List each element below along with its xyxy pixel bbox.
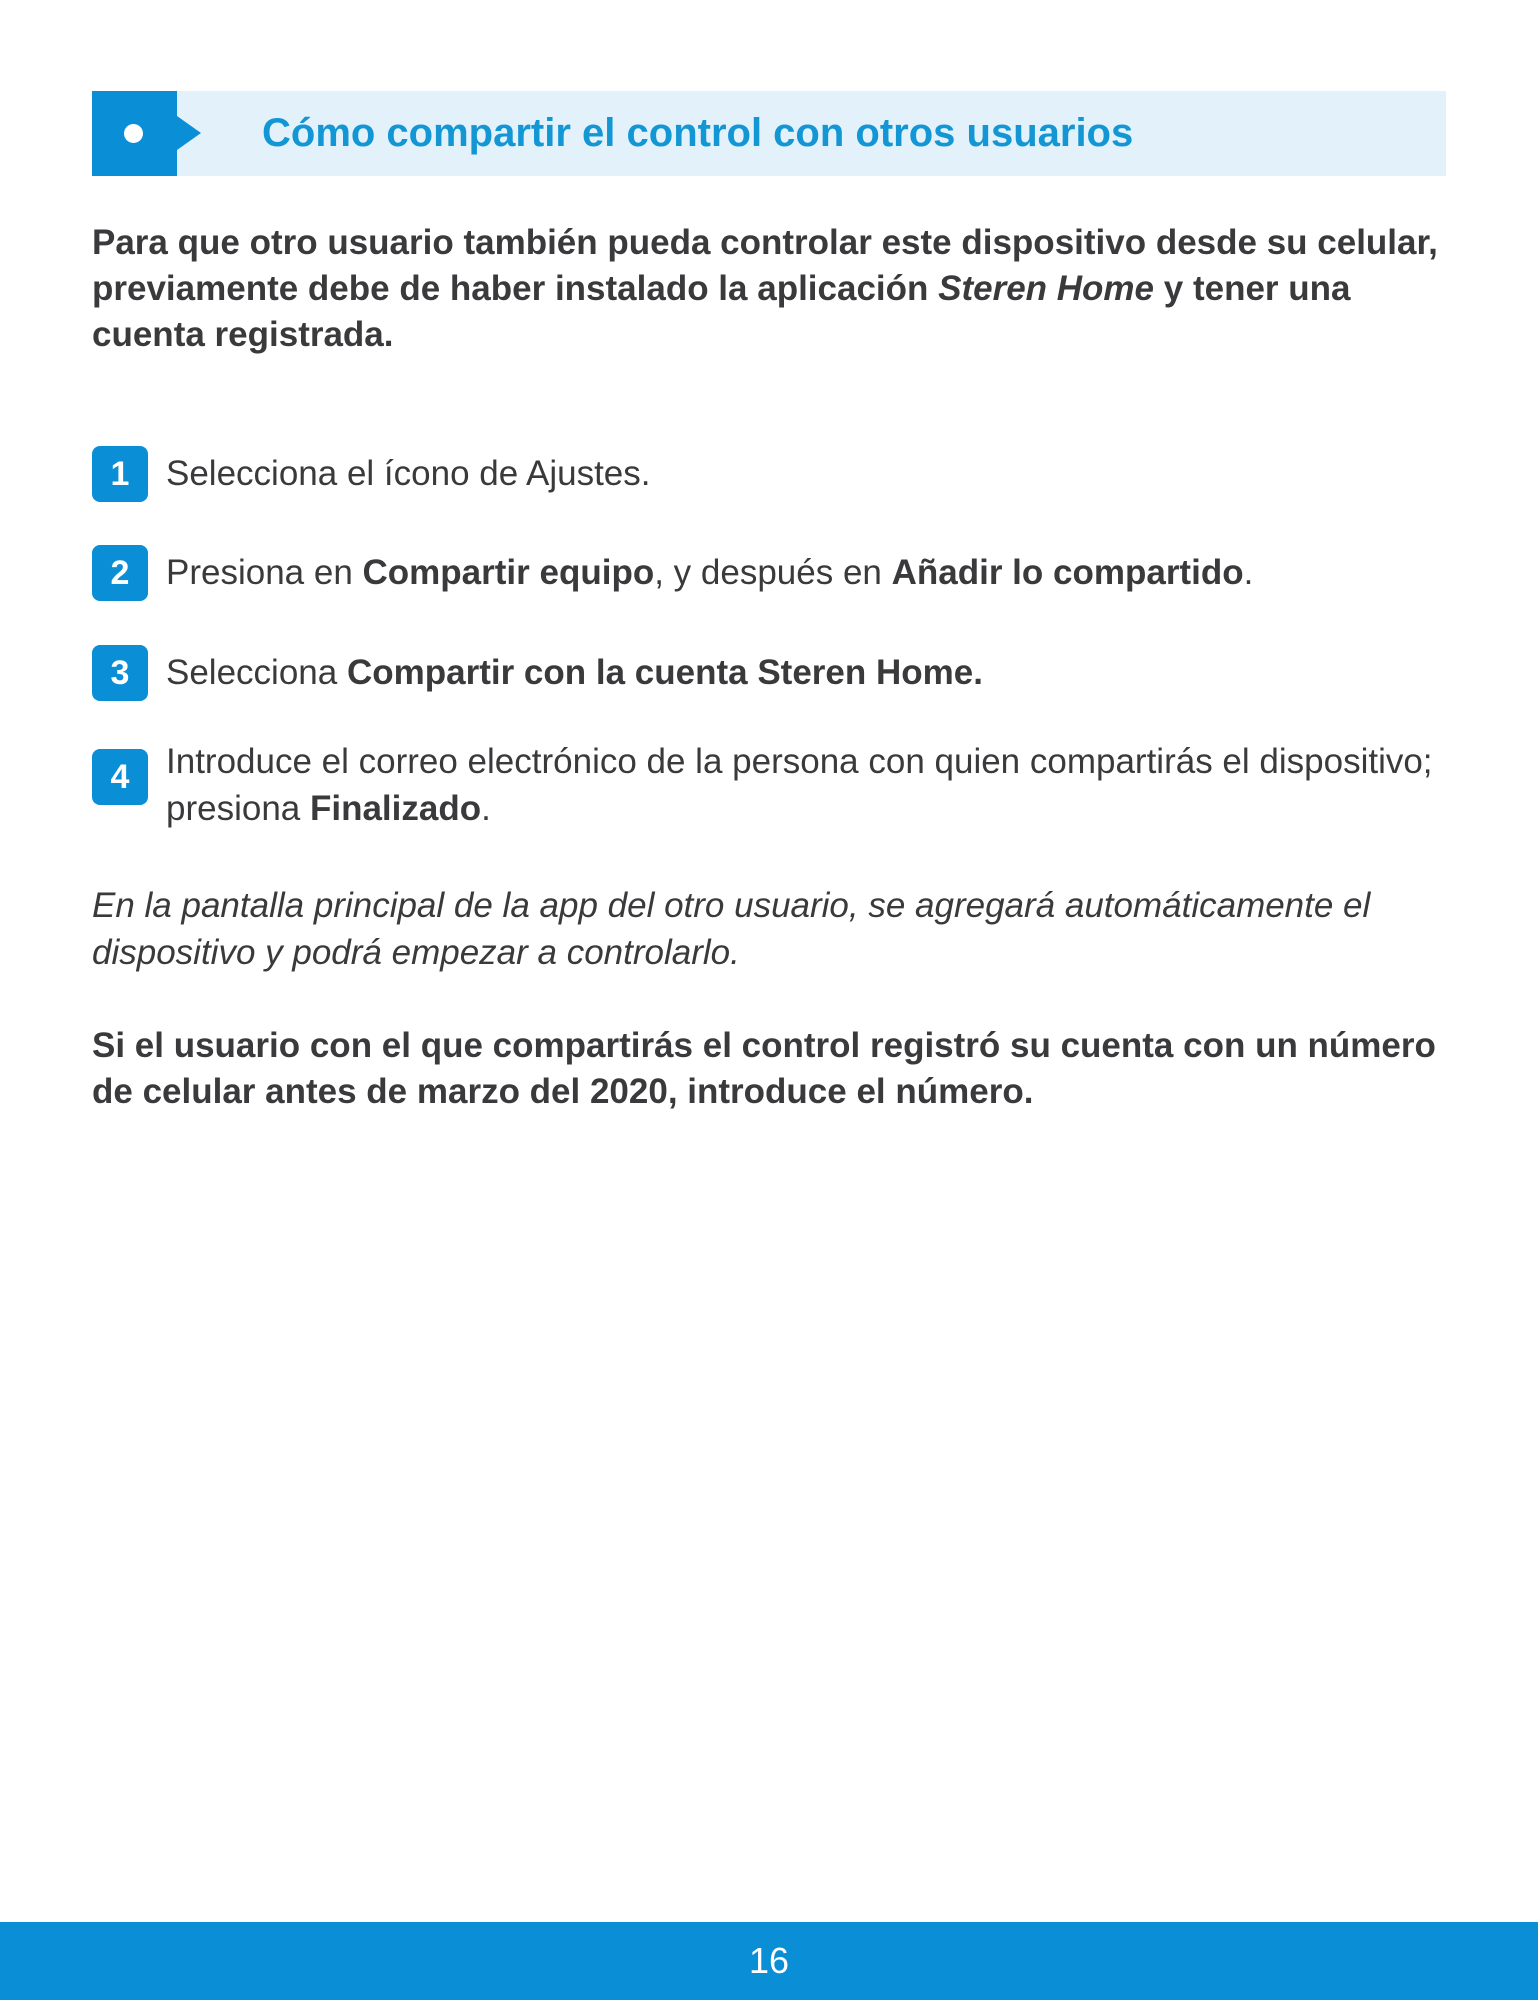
intro-text-start: Para que otro usuario también pueda controlar este dispositivo desde su celular, previamente debe de haber instalado la aplicación [92, 223, 1438, 308]
section-header [92, 91, 1446, 176]
step-3-text-a: Selecciona [166, 653, 347, 692]
intro-paragraph [92, 220, 1462, 358]
step-2-text-c: . [1243, 553, 1254, 592]
step-number-badge: 2 [92, 545, 148, 601]
step-1-text: Selecciona el ícono de Ajustes. [166, 454, 651, 493]
step-2-bold-a: Compartir equipo [362, 553, 655, 592]
step-number-badge: 4 [92, 749, 148, 805]
step-4-text-b: . [481, 789, 491, 828]
header-marker [92, 91, 177, 176]
step-4-text-a: Introduce el correo electrónico de la persona con quien compartirás el dispositivo; presiona [166, 742, 1433, 828]
step-4-bold-a: Finalizado [309, 789, 482, 828]
app-name: Steren Home [938, 269, 1155, 308]
step-text [166, 450, 1462, 497]
step-2-text-b: , y después en [654, 553, 892, 592]
page-number: 16 [748, 1940, 790, 1981]
step-text [166, 549, 1462, 596]
intro-text-end: y tener una cuenta registrada. [92, 269, 1351, 354]
step-2-text-a: Presiona en [166, 553, 363, 592]
step-text [166, 738, 1462, 832]
note-paragraph: En la pantalla principal de la app del otro usuario, se agregará automáticamente el dispositivo y podrá empezar a controlarlo. [92, 886, 1371, 972]
footer-bar [0, 1922, 1538, 2000]
step-number-badge: 3 [92, 645, 148, 701]
step-3-bold-a: Compartir con la cuenta Steren Home. [346, 653, 983, 692]
step-2-bold-b: Añadir lo compartido [891, 553, 1244, 592]
step-text [166, 649, 1462, 696]
bullet-dot-icon [124, 124, 143, 143]
step-number-badge: 1 [92, 446, 148, 502]
section-title: Cómo compartir el control con otros usuarios [262, 111, 1134, 155]
final-paragraph: Si el usuario con el que compartirás el control registró su cuenta con un número de celular antes de marzo del 2020, introduce el número. [92, 1026, 1436, 1111]
